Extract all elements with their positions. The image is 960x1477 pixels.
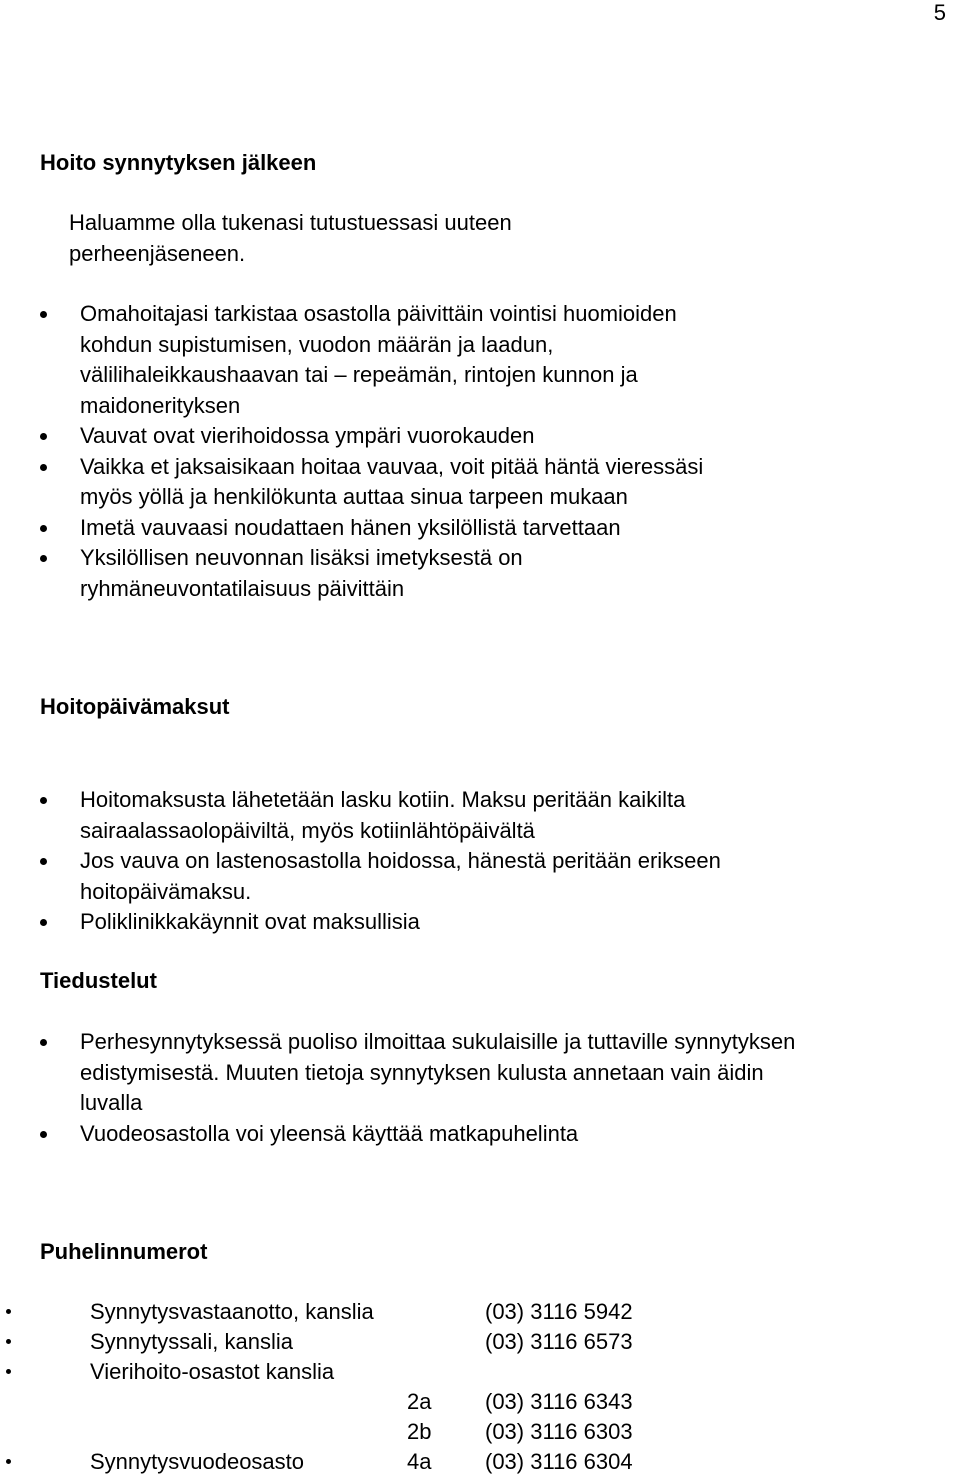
phone-row xyxy=(0,1357,700,1387)
list-item: Vauvat ovat vierihoidossa ympäri vuorokauden xyxy=(0,421,740,452)
list-item: Omahoitajasi tarkistaa osastolla päivittäin vointisi huomioiden kohdun supistumisen, vuodon määrän ja laadun, välilihaleikkaushaavan tai – repeämän, rintojen kunnon ja maidonerityksen xyxy=(0,299,740,421)
bullet-icon xyxy=(6,1339,11,1344)
phone-row-name: Synnytyssali, kanslia xyxy=(90,1329,293,1354)
list-item: Hoitomaksusta lähetetään lasku kotiin. Maksu peritään kaikilta sairaalassaolopäiviltä, myös kotiinlähtöpäivältä xyxy=(0,785,760,846)
phone-row-unit: 2b xyxy=(407,1419,432,1444)
phone-number-list xyxy=(0,1297,700,1477)
phone-row-number: (03) 3116 6304 xyxy=(485,1449,633,1474)
inquiries-list xyxy=(0,1027,800,1149)
list-item: Yksilöllisen neuvonnan lisäksi imetyksestä on ryhmäneuvontatilaisuus päivittäin xyxy=(0,543,740,604)
phone-row-number: (03) 3116 6343 xyxy=(485,1389,633,1414)
phone-row xyxy=(0,1297,700,1327)
phone-row xyxy=(0,1327,700,1357)
list-item: Vaikka et jaksaisikaan hoitaa vauvaa, voit pitää häntä vieressäsi myös yöllä ja henkilökunta auttaa sinua tarpeen mukaan xyxy=(0,452,740,513)
bullet-icon xyxy=(6,1459,11,1464)
heading-postpartum-care: Hoito synnytyksen jälkeen xyxy=(40,150,317,175)
phone-row-unit: 4a xyxy=(407,1449,432,1474)
phone-row-name: Synnytysvuodeosasto xyxy=(90,1449,305,1474)
page-number: 5 xyxy=(933,0,946,25)
heading-inquiries: Tiedustelut xyxy=(40,968,157,993)
daily-fees-list xyxy=(0,785,760,938)
phone-row xyxy=(0,1387,700,1417)
intro-text: Haluamme olla tukenasi tutustuessasi uuteen perheenjäseneen. xyxy=(69,210,512,266)
list-item: Imetä vauvaasi noudattaen hänen yksilöllistä tarvettaan xyxy=(0,513,740,544)
phone-row-number: (03) 3116 6573 xyxy=(485,1329,633,1354)
heading-daily-fees: Hoitopäivämaksut xyxy=(40,694,230,719)
phone-row-number: (03) 3116 6303 xyxy=(485,1419,633,1444)
heading-phone-numbers: Puhelinnumerot xyxy=(40,1239,208,1264)
phone-row xyxy=(0,1417,700,1447)
list-item: Jos vauva on lastenosastolla hoidossa, hänestä peritään erikseen hoitopäivämaksu. xyxy=(0,846,760,907)
bullet-icon xyxy=(6,1369,11,1374)
phone-row-name: Vierihoito-osastot kanslia xyxy=(90,1359,335,1384)
list-item: Poliklinikkakäynnit ovat maksullisia xyxy=(0,907,760,938)
list-item: Vuodeosastolla voi yleensä käyttää matkapuhelinta xyxy=(0,1119,800,1150)
phone-row-unit: 2a xyxy=(407,1389,432,1414)
list-item: Perhesynnytyksessä puoliso ilmoittaa sukulaisille ja tuttaville synnytyksen edistymisestä. Muuten tietoja synnytyksen kulusta annetaan vain äidin luvalla xyxy=(0,1027,800,1119)
phone-row xyxy=(0,1447,700,1477)
phone-row-number: (03) 3116 5942 xyxy=(485,1299,633,1324)
bullet-icon xyxy=(6,1309,11,1314)
postpartum-care-list xyxy=(0,299,740,604)
phone-row-name: Synnytysvastaanotto, kanslia xyxy=(90,1299,374,1324)
